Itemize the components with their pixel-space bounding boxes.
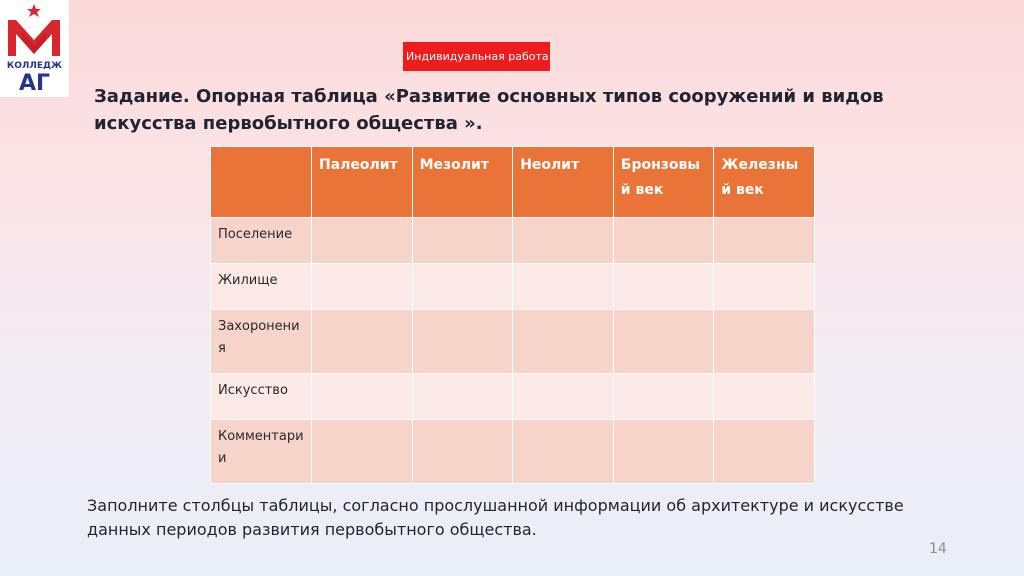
table-cell[interactable] [412,420,513,484]
reference-table [210,146,815,484]
table-cell[interactable] [312,420,413,484]
row-label: Жилище [211,264,312,310]
logo-graphic [0,0,69,97]
instruction-text: Заполните столбцы таблицы, согласно прослушанной информации об архитектуре и искусстве данных периодов развития первобытного общества. [87,496,904,539]
page-title: Задание. Опорная таблица «Развитие основных типов сооружений и видов искусства первобытного общества ». [94,86,884,134]
table-cell[interactable] [513,218,614,264]
column-header-neolithic: Неолит [513,147,614,218]
table-cell[interactable] [513,420,614,484]
table-row [211,264,815,310]
table-cell[interactable] [613,310,714,374]
row-label: Поселение [211,218,312,264]
logo-letters: АГ [18,71,51,96]
table-cell[interactable] [312,218,413,264]
column-header-iron-age: Железный век [714,147,815,218]
table-cell[interactable] [412,218,513,264]
table-cell[interactable] [513,374,614,420]
row-label: Комментарии [211,420,312,484]
table-cell[interactable] [312,264,413,310]
row-label: Захоронения [211,310,312,374]
table-cell[interactable] [513,310,614,374]
individual-work-badge: Индивидуальная работа [403,42,550,71]
table-cell[interactable] [613,420,714,484]
table-cell[interactable] [613,374,714,420]
table-cell[interactable] [714,374,815,420]
slide-number: 14 [929,541,947,557]
table-row [211,374,815,420]
table-cell[interactable] [312,374,413,420]
table-row [211,218,815,264]
table-header-row [211,147,815,218]
table-row [211,420,815,484]
table-row [211,310,815,374]
table-cell[interactable] [412,374,513,420]
table-cell[interactable] [513,264,614,310]
table-cell[interactable] [613,218,714,264]
table-cell[interactable] [714,420,815,484]
table-cell[interactable] [412,310,513,374]
logo-text: КОЛЛЕДЖ [6,61,63,71]
table-cell[interactable] [714,310,815,374]
column-header-mesolithic: Мезолит [412,147,513,218]
table-cell[interactable] [714,264,815,310]
column-header-paleolithic: Палеолит [312,147,413,218]
table-cell[interactable] [613,264,714,310]
table-cell[interactable] [312,310,413,374]
table-cell[interactable] [412,264,513,310]
column-header-bronze-age: Бронзовый век [613,147,714,218]
column-header-empty [211,147,312,218]
table-cell[interactable] [714,218,815,264]
college-logo [0,0,69,97]
row-label: Искусство [211,374,312,420]
